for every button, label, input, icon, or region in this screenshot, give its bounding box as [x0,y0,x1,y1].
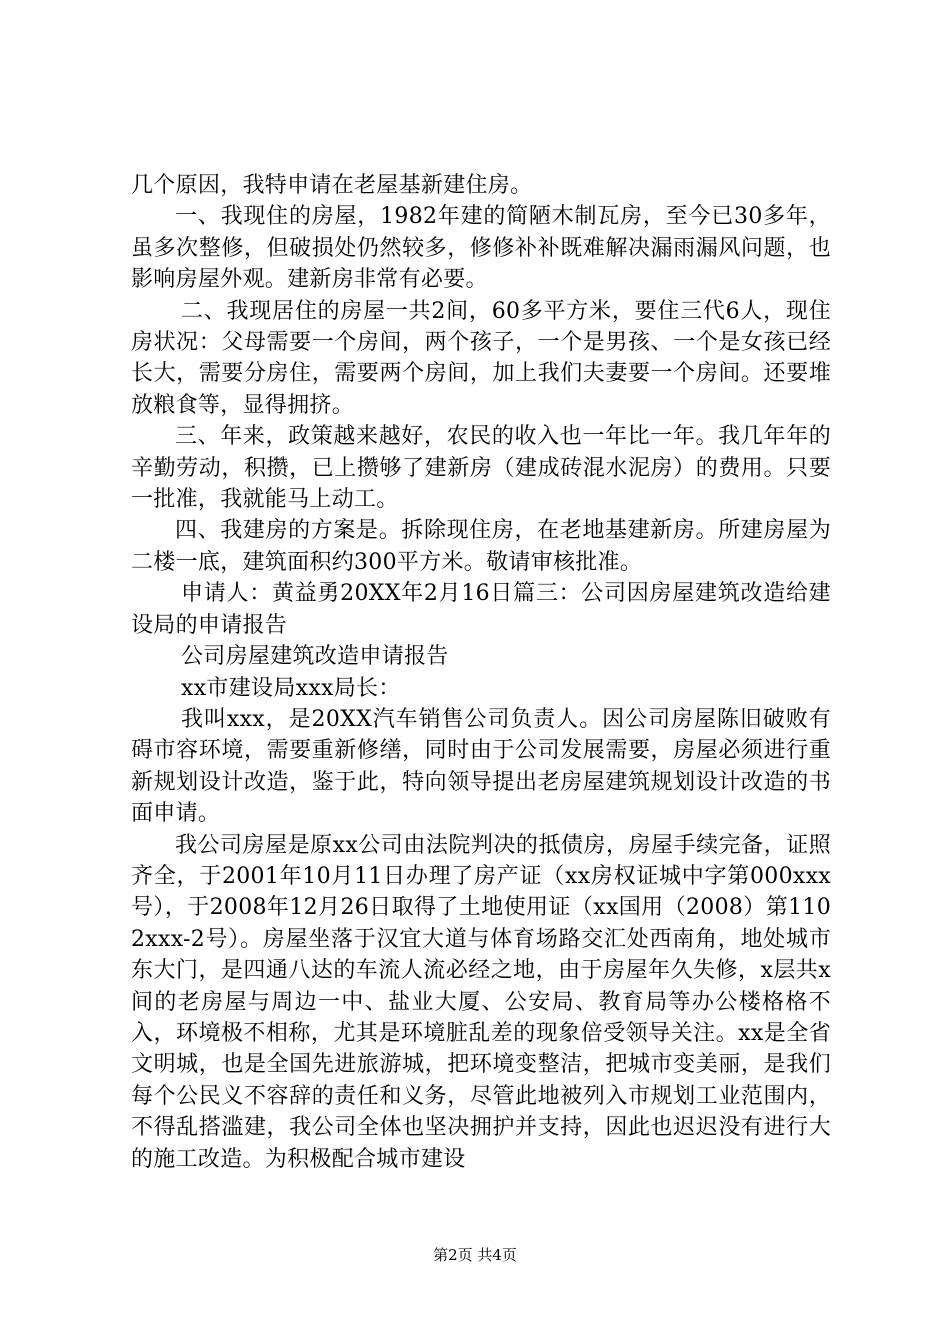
paragraph-applicant: 申请人：黄益勇20XX年2月16日篇三：公司因房屋建筑改造给建设局的申请报告 [131,581,831,638]
paragraph-property-details: 我公司房屋是原xx公司由法院判决的抵债房，房屋手续完备，证照齐全，于2001年10月11日办理了房产证（xx房权证城中字第000xxx号），于2008年12月26日取得了土地使用证（xx国用（2008）第1102xxx-2号）。房屋坐落于汉宜大道与体育场路交汇处西南角，地处城市东大门，是四通八达的车流人流必经之地，由于房屋年久失修，x层共x间的老房屋与周边一中、盐业大厦、公安局、教育局等办公楼格格不入，环境极不相称，尤其是环境脏乱差的现象倍受领导关注。xx是全省文明城，也是全国先进旅游城，把环境变整洁，把城市变美丽，是我们每个公民义不容辞的责任和义务，尽管此地被列入市规划工业范围内，不得乱搭滥建，我公司全体也坚决拥护并支持，因此也迟迟没有进行大的施工改造。为积极配合城市建设 [131,832,831,1172]
paragraph-reason-4: 四、我建房的方案是。拆除现住房，在老地基建新房。所建房屋为二楼一底，建筑面积约300平方米。敬请审核批准。 [131,518,831,575]
paragraph-intro: 几个原因，我特申请在老屋基新建住房。 [131,173,533,198]
paragraph-reason-1: 一、我现住的房屋，1982年建的简陋木制瓦房，至今已30多年，虽多次整修，但破损处仍然较多，修修补补既难解决漏雨漏风问题，也影响房屋外观。建新房非常有必要。 [131,204,831,293]
paragraph-addressee: xx市建设局xxx局长： [181,675,401,701]
paragraph-reason-2: 二、我现居住的房屋一共2间，60多平方米，要住三代6人，现住房状况：父母需要一个房间，两个孩子，一个是男孩、一个是女孩已经长大，需要分房住，需要两个房间，加上我们夫妻要一个房间。还要堆放粮食等，显得拥挤。 [131,298,831,418]
paragraph-self-intro: 我叫xxx，是20XX汽车销售公司负责人。因公司房屋陈旧破败有碍市容环境，需要重新修缮，同时由于公司发展需要，房屋必须进行重新规划设计改造，鉴于此，特向领导提出老房屋建筑规划设计改造的书面申请。 [131,706,831,827]
document-body [131,170,831,1175]
paragraph-reason-3: 三、年来，政策越来越好，农民的收入也一年比一年。我几年年的辛勤劳动，积攒，已上攒够了建新房（建成砖混水泥房）的费用。只要一批准，我就能马上动工。 [131,424,831,513]
page-footer: 第2页 共4页 [433,1246,517,1264]
paragraph-report-title: 公司房屋建筑改造申请报告 [181,644,449,670]
